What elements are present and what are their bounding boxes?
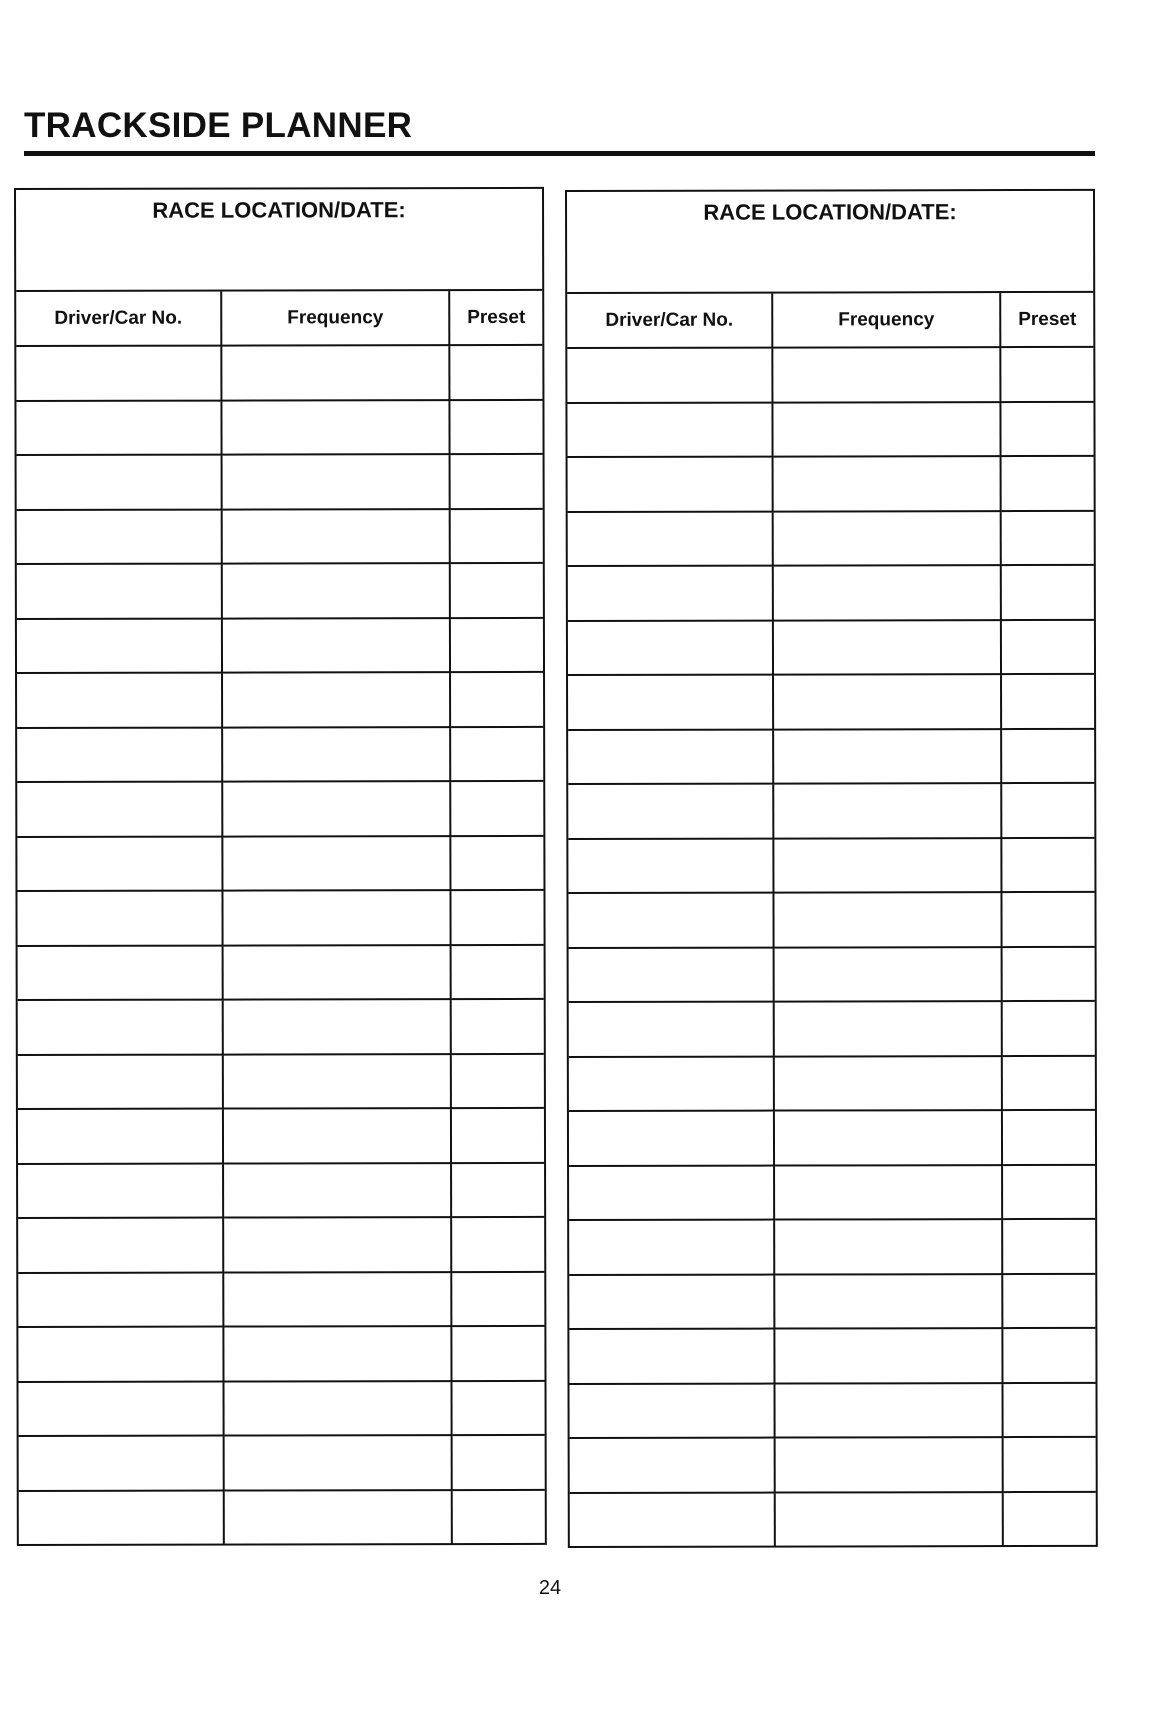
frequency-cell[interactable]: [772, 402, 1000, 457]
driver-car-no-cell[interactable]: [568, 893, 773, 948]
frequency-cell[interactable]: [222, 836, 450, 891]
planner-table: [16, 291, 545, 1545]
driver-car-no-cell[interactable]: [18, 1218, 223, 1273]
driver-car-no-cell[interactable]: [570, 1492, 775, 1547]
driver-car-no-cell[interactable]: [569, 947, 774, 1002]
driver-car-no-cell[interactable]: [19, 1490, 224, 1545]
frequency-cell[interactable]: [775, 1492, 1003, 1547]
preset-cell[interactable]: [1000, 401, 1093, 456]
preset-cell[interactable]: [452, 1435, 545, 1490]
preset-cell[interactable]: [451, 999, 544, 1054]
table-row: [569, 1382, 1095, 1438]
table-row: [567, 401, 1093, 457]
table-row: [569, 946, 1095, 1002]
frequency-cell[interactable]: [774, 1328, 1002, 1383]
table-row: [569, 1001, 1095, 1057]
column-header-driver-car-no: Driver/Car No.: [16, 292, 221, 346]
column-header-driver-car-no: Driver/Car No.: [567, 294, 772, 348]
planner-left: [14, 187, 547, 1546]
driver-car-no-cell[interactable]: [17, 509, 222, 564]
frequency-cell[interactable]: [773, 620, 1001, 675]
frequency-cell[interactable]: [773, 674, 1001, 729]
header-row: [16, 291, 542, 346]
race-location-date-box[interactable]: [16, 189, 542, 292]
frequency-cell[interactable]: [224, 1435, 452, 1490]
driver-car-no-cell[interactable]: [19, 1436, 224, 1491]
frequency-cell[interactable]: [222, 509, 450, 564]
table-row: [18, 1053, 544, 1109]
column-header-frequency: Frequency: [772, 293, 1000, 347]
preset-cell[interactable]: [1002, 1110, 1095, 1165]
driver-car-no-cell[interactable]: [569, 1274, 774, 1329]
frequency-cell[interactable]: [222, 618, 450, 673]
driver-car-no-cell[interactable]: [568, 784, 773, 839]
table-row: [18, 944, 544, 1000]
frequency-cell[interactable]: [774, 1165, 1002, 1220]
preset-cell[interactable]: [1001, 728, 1094, 783]
driver-car-no-cell[interactable]: [18, 1163, 223, 1218]
frequency-cell[interactable]: [221, 400, 449, 455]
frequency-cell[interactable]: [223, 1381, 451, 1436]
frequency-cell[interactable]: [773, 456, 1001, 511]
frequency-cell[interactable]: [223, 1163, 451, 1218]
planner-table: [567, 293, 1096, 1547]
preset-cell[interactable]: [450, 508, 543, 563]
driver-car-no-cell[interactable]: [567, 348, 772, 403]
frequency-cell[interactable]: [221, 345, 449, 400]
frequency-cell[interactable]: [773, 729, 1001, 784]
planner-rows: [567, 347, 1096, 1547]
table-row: [570, 1491, 1096, 1547]
driver-car-no-cell[interactable]: [17, 891, 222, 946]
preset-cell[interactable]: [1002, 1382, 1095, 1437]
preset-cell[interactable]: [451, 1162, 544, 1217]
preset-cell[interactable]: [1001, 619, 1094, 674]
driver-car-no-cell[interactable]: [16, 400, 221, 455]
table-row: [18, 1380, 544, 1436]
table-row: [568, 565, 1094, 621]
preset-cell[interactable]: [1003, 1491, 1096, 1546]
preset-cell[interactable]: [1001, 565, 1094, 620]
table-row: [17, 563, 543, 619]
frequency-cell[interactable]: [774, 1219, 1002, 1274]
preset-cell[interactable]: [450, 781, 543, 836]
driver-car-no-cell[interactable]: [18, 1000, 223, 1055]
preset-cell[interactable]: [449, 345, 542, 400]
page-title: TRACKSIDE PLANNER: [24, 106, 413, 145]
table-row: [569, 1273, 1095, 1329]
driver-car-no-cell[interactable]: [17, 618, 222, 673]
preset-cell[interactable]: [450, 890, 543, 945]
frequency-cell[interactable]: [223, 1326, 451, 1381]
frequency-cell[interactable]: [223, 1108, 451, 1163]
table-row: [18, 1217, 544, 1273]
frequency-cell[interactable]: [224, 1490, 452, 1545]
driver-car-no-cell[interactable]: [18, 945, 223, 1000]
preset-cell[interactable]: [450, 617, 543, 672]
preset-cell[interactable]: [451, 1108, 544, 1163]
preset-cell[interactable]: [450, 726, 543, 781]
table-row: [17, 781, 543, 837]
frequency-cell[interactable]: [774, 1274, 1002, 1329]
preset-cell[interactable]: [1001, 510, 1094, 565]
driver-car-no-cell[interactable]: [568, 729, 773, 784]
driver-car-no-cell[interactable]: [570, 1438, 775, 1493]
preset-cell[interactable]: [1001, 456, 1094, 511]
table-row: [18, 1162, 544, 1218]
driver-car-no-cell[interactable]: [17, 673, 222, 728]
preset-cell[interactable]: [451, 1380, 544, 1435]
frequency-cell[interactable]: [774, 1056, 1002, 1111]
table-row: [17, 726, 543, 782]
driver-car-no-cell[interactable]: [568, 566, 773, 621]
driver-car-no-cell[interactable]: [568, 511, 773, 566]
table-row: [16, 399, 542, 455]
driver-car-no-cell[interactable]: [569, 1220, 774, 1275]
driver-car-no-cell[interactable]: [17, 564, 222, 619]
table-row: [570, 1437, 1096, 1493]
driver-car-no-cell[interactable]: [18, 1272, 223, 1327]
driver-car-no-cell[interactable]: [18, 1109, 223, 1164]
table-row: [568, 837, 1094, 893]
planner-right: [565, 189, 1098, 1548]
frequency-cell[interactable]: [775, 1437, 1003, 1492]
frequency-cell[interactable]: [774, 947, 1002, 1002]
page-number: 24: [538, 1577, 562, 1599]
frequency-cell[interactable]: [222, 563, 450, 618]
driver-car-no-cell[interactable]: [17, 455, 222, 510]
table-row: [17, 672, 543, 728]
column-header-frequency: Frequency: [221, 291, 449, 345]
frequency-cell[interactable]: [223, 1054, 451, 1109]
table-row: [568, 510, 1094, 566]
column-header-preset: Preset: [449, 291, 542, 345]
preset-cell[interactable]: [1001, 837, 1094, 892]
table-row: [568, 456, 1094, 512]
table-row: [19, 1435, 545, 1491]
frequency-cell[interactable]: [774, 1383, 1002, 1438]
preset-cell[interactable]: [450, 835, 543, 890]
preset-cell[interactable]: [1002, 946, 1095, 1001]
table-row: [568, 619, 1094, 675]
frequency-cell[interactable]: [222, 672, 450, 727]
driver-car-no-cell[interactable]: [569, 1165, 774, 1220]
table-row: [567, 347, 1093, 403]
preset-cell[interactable]: [449, 399, 542, 454]
planner-rows: [16, 345, 545, 1545]
preset-cell[interactable]: [1002, 1164, 1095, 1219]
table-row: [568, 674, 1094, 730]
frequency-cell[interactable]: [222, 727, 450, 782]
preset-cell[interactable]: [1002, 1001, 1095, 1056]
frequency-cell[interactable]: [222, 454, 450, 509]
driver-car-no-cell[interactable]: [18, 1381, 223, 1436]
driver-car-no-cell[interactable]: [568, 620, 773, 675]
table-row: [569, 1164, 1095, 1220]
preset-cell[interactable]: [451, 1326, 544, 1381]
frequency-cell[interactable]: [773, 838, 1001, 893]
driver-car-no-cell[interactable]: [567, 402, 772, 457]
driver-car-no-cell[interactable]: [569, 1383, 774, 1438]
preset-cell[interactable]: [1002, 1328, 1095, 1383]
frequency-cell[interactable]: [222, 890, 450, 945]
preset-cell[interactable]: [1001, 674, 1094, 729]
frequency-cell[interactable]: [773, 892, 1001, 947]
table-row: [569, 1055, 1095, 1111]
frequency-cell[interactable]: [773, 511, 1001, 566]
preset-cell[interactable]: [1000, 347, 1093, 402]
column-header-preset: Preset: [1000, 293, 1093, 347]
title-rule: [24, 151, 1095, 156]
frequency-cell[interactable]: [773, 565, 1001, 620]
preset-cell[interactable]: [450, 563, 543, 618]
preset-cell[interactable]: [1001, 892, 1094, 947]
header-row: [567, 293, 1093, 348]
table-row: [568, 728, 1094, 784]
table-row: [569, 1110, 1095, 1166]
preset-cell[interactable]: [1002, 1219, 1095, 1274]
table-row: [18, 999, 544, 1055]
race-location-date-label: RACE LOCATION/DATE:: [152, 197, 406, 223]
preset-cell[interactable]: [1002, 1055, 1095, 1110]
driver-car-no-cell[interactable]: [568, 838, 773, 893]
preset-cell[interactable]: [1002, 1273, 1095, 1328]
driver-car-no-cell[interactable]: [17, 836, 222, 891]
race-location-date-label: RACE LOCATION/DATE:: [703, 199, 957, 225]
table-row: [17, 835, 543, 891]
frequency-cell[interactable]: [223, 999, 451, 1054]
frequency-cell[interactable]: [774, 1001, 1002, 1056]
driver-car-no-cell[interactable]: [568, 675, 773, 730]
table-row: [18, 1271, 544, 1327]
frequency-cell[interactable]: [223, 945, 451, 1000]
preset-cell[interactable]: [452, 1489, 545, 1544]
preset-cell[interactable]: [451, 1271, 544, 1326]
preset-cell[interactable]: [1003, 1437, 1096, 1492]
table-row: [568, 783, 1094, 839]
table-row: [16, 345, 542, 401]
frequency-cell[interactable]: [774, 1110, 1002, 1165]
table-row: [18, 1108, 544, 1164]
driver-car-no-cell[interactable]: [17, 727, 222, 782]
table-row: [569, 1219, 1095, 1275]
preset-cell[interactable]: [450, 672, 543, 727]
driver-car-no-cell[interactable]: [569, 1329, 774, 1384]
table-row: [17, 890, 543, 946]
frequency-cell[interactable]: [223, 1272, 451, 1327]
frequency-cell[interactable]: [223, 1217, 451, 1272]
preset-cell[interactable]: [451, 1217, 544, 1272]
table-row: [17, 617, 543, 673]
preset-cell[interactable]: [1001, 783, 1094, 838]
table-row: [17, 508, 543, 564]
preset-cell[interactable]: [450, 454, 543, 509]
frequency-cell[interactable]: [222, 781, 450, 836]
race-location-date-box[interactable]: [567, 191, 1093, 294]
frequency-cell[interactable]: [773, 783, 1001, 838]
table-row: [19, 1489, 545, 1545]
driver-car-no-cell[interactable]: [569, 1002, 774, 1057]
table-row: [568, 892, 1094, 948]
driver-car-no-cell[interactable]: [569, 1056, 774, 1111]
driver-car-no-cell[interactable]: [569, 1111, 774, 1166]
preset-cell[interactable]: [451, 944, 544, 999]
table-row: [569, 1328, 1095, 1384]
driver-car-no-cell[interactable]: [18, 1054, 223, 1109]
driver-car-no-cell[interactable]: [16, 346, 221, 401]
table-row: [17, 454, 543, 510]
frequency-cell[interactable]: [772, 347, 1000, 402]
driver-car-no-cell[interactable]: [17, 782, 222, 837]
driver-car-no-cell[interactable]: [18, 1327, 223, 1382]
driver-car-no-cell[interactable]: [568, 457, 773, 512]
table-row: [18, 1326, 544, 1382]
preset-cell[interactable]: [451, 1053, 544, 1108]
